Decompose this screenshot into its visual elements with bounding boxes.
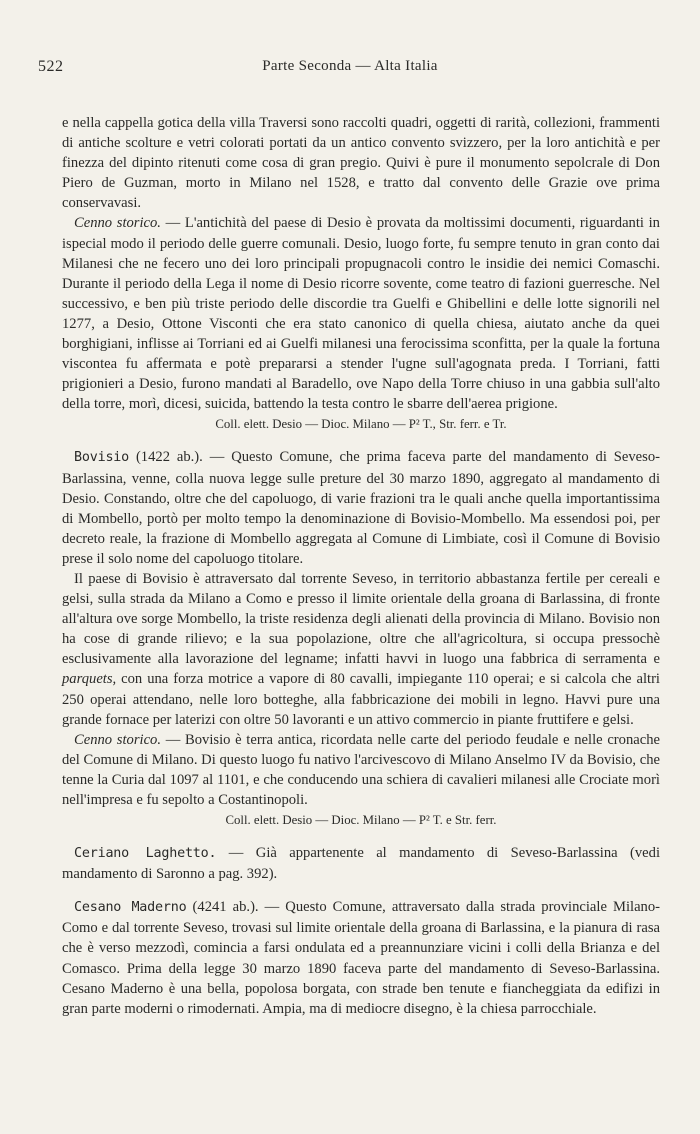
bovisio-cenno-label: Cenno storico. bbox=[74, 731, 161, 748]
bovisio-entry-name: Bovisio bbox=[74, 450, 130, 466]
ceriano-entry-name: Ceriano Laghetto. bbox=[74, 846, 217, 862]
page-header bbox=[0, 58, 700, 82]
cesano-entry bbox=[62, 897, 660, 1019]
desio-reference-line: Coll. elett. Desio — Dioc. Milano — P² T., Str. ferr. e Tr. bbox=[215, 417, 507, 432]
section-spacer bbox=[62, 884, 660, 897]
desio-historical-note bbox=[62, 213, 660, 414]
desio-cenno-text: — L'antichità del paese di Desio è provata da moltissimi documenti, riguardanti in ispecial modo il periodo delle guerre comunali. Desio, luogo forte, fu sempre tenuto in gran conto dai Milanesi che ne fecero uno dei loro principali propugnacoli contro le insidie dei nemici Comaschi. Durante il periodo della Lega il nome di Desio ricorre sovente, come teatro di fazioni guerresche. Nel successivo, e ben più triste periodo delle discordie tra Guelfi e Ghibellini e delle lotte signorili nel 1277, a Desio, Ottone Visconti che era stato canonico di quella chiesa, aiutato anche da quei borghigiani, inflisse ai Torriani ed ai Guelfi milanesi una ferocissima sconfitta, per la quale la fortuna viscontea fu affermata e potè prepararsi a stender l'ugne sull'agognata preda. I Torriani, fatti prigionieri a Desio, furono mandati al Baradello, ove Napo della Torre chiuso in una gabbia sull'alto della torre, morì, dicesi, suicida, battendo la testa contro le sbarre dell'aerea prigione. bbox=[62, 215, 660, 413]
section-spacer bbox=[62, 433, 660, 447]
bovisio-reference-line: Coll. elett. Desio — Dioc. Milano — P² T. e Str. ferr. bbox=[225, 813, 497, 828]
bovisio-cenno-text: — Bovisio è terra antica, ricordata nelle carte del periodo feudale e nelle cronache del Comune di Milano. Di questo luogo fu nativo l'arcivescovo di Milano Anselmo IV da Bovisio, che tenne la Curia dal 1097 al 1101, e che conducendo una schiera di cavalieri milanesi alle Crociate morì nell'impresa e fu sepolto a Costantinopoli. bbox=[62, 731, 660, 808]
bovisio-paragraph-2-start: Il paese di Bovisio è attraversato dal torrente Seveso, in territorio abbastanza fertile per cereali e gelsi, sulla strada da Milano a Como e presso il limite orientale della groana di Barlassina, di fronte all'altura ove sorge Mombello, la triste residenza degli alienati della provincia di Milano. Bovisio non ha cose di grande rilievo; e la sua popolazione, oltre che all'agricoltura, si occupa pressochè esclusivamente alla lavorazione del legname; infatti havvi in luogo una fabbrica di serramenta e bbox=[62, 570, 660, 668]
cesano-entry-name: Cesano Maderno bbox=[74, 900, 187, 916]
section-spacer bbox=[62, 829, 660, 843]
bovisio-paragraph-2-end: con una forza motrice a vapore di 80 cavalli, impiegante 110 operai; e si calcola che altri 250 operai attendano, nelle loro botteghe, alla fabbricazione dei mobili in legno. Havvi pure una grande fornace per laterizi con oltre 50 lavoranti e un attivo commercio in piante fruttifere e gelsi. bbox=[62, 671, 660, 728]
page-body bbox=[62, 113, 660, 1019]
running-head: Parte Seconda — Alta Italia bbox=[262, 58, 438, 74]
cesano-entry-text: (4241 ab.). — Questo Comune, attraversato dalla strada provinciale Milano-Como e dal torrente Seveso, trovasi sul limite orientale della groana di Barlassina, e la pianura di rasa che è verso mezzodì, comincia a farsi ondulata ed a preannunziare vicini i colli della Brianza e del Comasco. Prima della legge 30 marzo 1890 faceva parte del mandamento di Seveso-Barlassina. Cesano Maderno è una bella, popolosa borgata, con strade ben tenute e fiancheggiata da edifizi in gran parte moderni o rimodernati. Ampia, ma di mediocre disegno, è la chiesa parrocchiale. bbox=[62, 899, 660, 1017]
bovisio-historical-note bbox=[62, 730, 660, 810]
bovisio-entry bbox=[62, 447, 660, 569]
bovisio-paragraph-1: (1422 ab.). — Questo Comune, che prima faceva parte del mandamento di Seveso-Barlassina, venne, colla nuova legge sulle preture del 30 marzo 1890, aggregato al mandamento di Desio. Constando, oltre che del capoluogo, di varie frazioni tra le quali anche quella importantissima di Mombello, portò per molto tempo la denominazione di Bovisio-Mombello. Ma essendosi poi, per decreto reale, la frazione di Mombello aggregata al Comune di Limbiate, così il Comune di Bovisio prese il solo nome del capoluogo titolare. bbox=[62, 449, 660, 567]
ceriano-entry bbox=[62, 843, 660, 884]
desio-paragraph-continued: e nella cappella gotica della villa Traversi sono raccolti quadri, oggetti di rarità, collezioni, frammenti di antiche scolture e vetri colorati portati da un antico convento svizzero, per la loro antichità e per finezza del dipinto ritenuti come cosa di gran pregio. Quivi è pure il monumento sepolcrale di Don Piero de Guzman, morto in Milano nel 1528, e tratto dal convento delle Grazie ove prima conservavasi. bbox=[62, 115, 660, 212]
ceriano-entry-text: — Già appartenente al mandamento di Seveso-Barlassina (vedi mandamento di Saronno a pag. 392). bbox=[62, 845, 661, 883]
bovisio-paragraph-2 bbox=[62, 569, 660, 730]
desio-cenno-label: Cenno storico. bbox=[74, 215, 161, 232]
page-number: 522 bbox=[38, 58, 64, 75]
bovisio-parquets-term: parquets, bbox=[62, 671, 117, 688]
